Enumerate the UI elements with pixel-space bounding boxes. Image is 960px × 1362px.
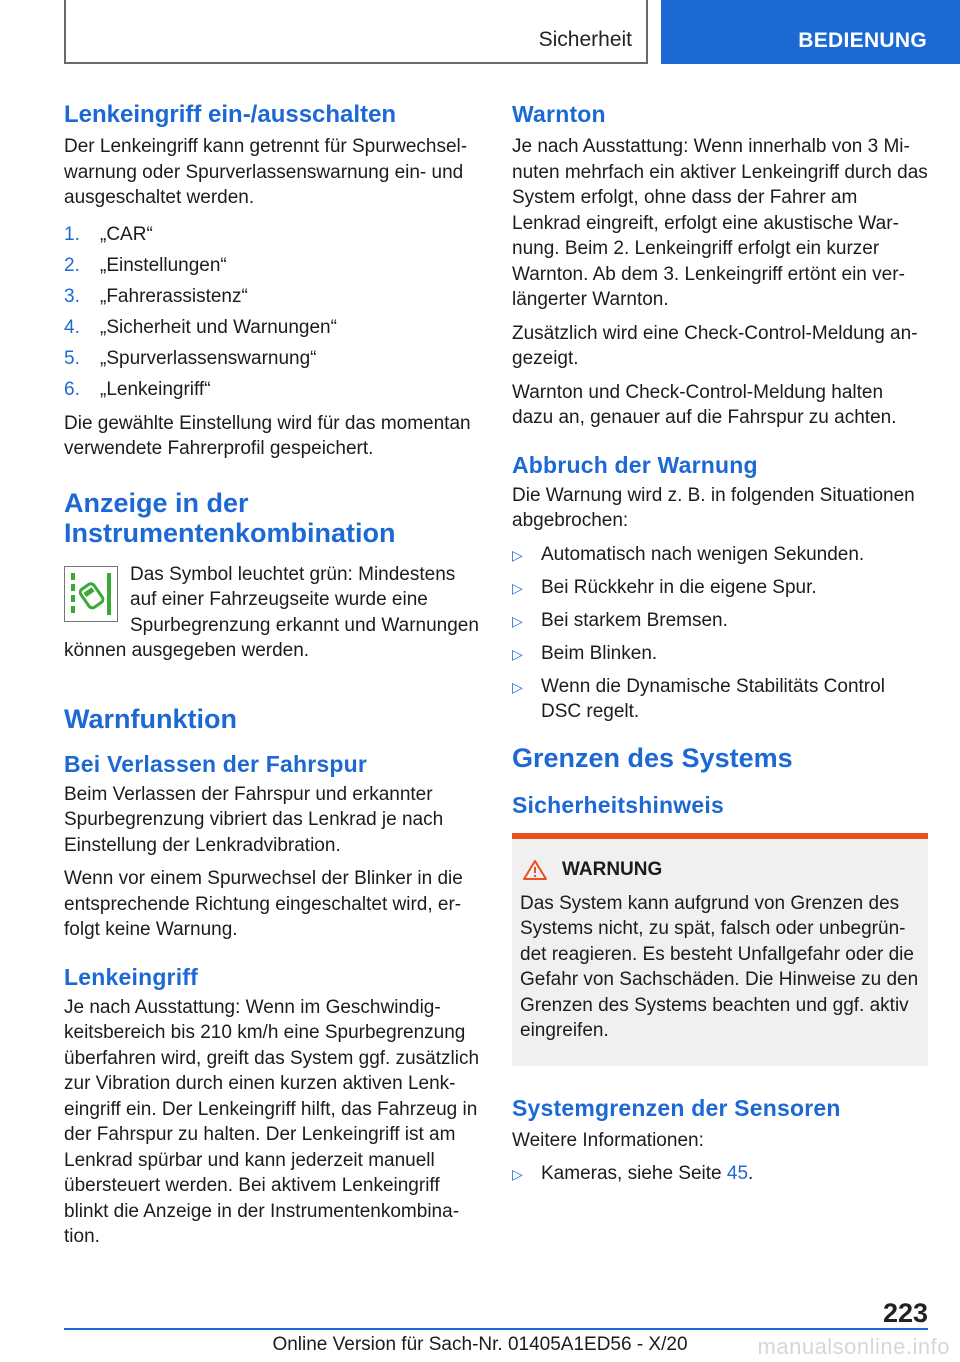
triangle-bullet-icon: ▷ (512, 612, 523, 629)
triangle-bullet-icon: ▷ (512, 645, 523, 662)
paragraph: Beim Verlassen der Fahrspur und erkannter Spurbegrenzung vibriert das Lenkrad je nach Einstellung der Lenkradvibration. (64, 783, 444, 856)
paragraph: Zusätzlich wird eine Check-Control-Meldung angezeigt. (512, 322, 918, 369)
list-item: ▷ Automatisch nach wenigen Sekunden. (512, 542, 928, 569)
paragraph: Der Lenkeingriff kann getrennt für Spurwechselwarnung oder Spurverlassenswarnung ein- und ausgeschaltet werden. (64, 136, 468, 208)
lane-assist-icon (64, 566, 118, 622)
icon-paragraph (64, 562, 480, 674)
header-section-title: Sicherheit (538, 28, 632, 51)
heading-warnfunktion: Warnfunktion (64, 703, 237, 734)
footer-online-version: Online Version für Sach-Nr. 01405A1ED56 - X/20 (272, 1334, 688, 1355)
page-link[interactable]: 45 (726, 1163, 749, 1184)
warning-triangle-icon (522, 859, 548, 881)
heading-lenkeingriff: Lenkeingriff (64, 963, 199, 990)
paragraph: Wenn vor einem Spurwechsel der Blinker in die entsprechende Richtung eingeschaltet wird, erfolgt keine Warnung. (64, 868, 463, 940)
list-item: 2. „Einstellungen“ (64, 254, 227, 276)
triangle-bullet-icon: ▷ (512, 579, 523, 596)
warning-header (520, 859, 920, 881)
triangle-bullet-icon: ▷ (512, 678, 523, 695)
list-item: ▷ Bei Rückkehr in die eigene Spur. (512, 575, 928, 602)
header-section-box (64, 0, 648, 64)
watermark: manualsonline.info (757, 1334, 950, 1359)
heading-lenkeingriff-schalten: Lenkeingriff ein-/ausschalten (64, 101, 397, 128)
right-column (512, 100, 928, 1198)
list-item: 6. „Lenkeingriff“ (64, 378, 211, 400)
paragraph: Warnton und Check-Control-Meldung halten dazu an, genauer auf die Fahrspur zu achten. (512, 381, 897, 428)
warning-text: Das System kann aufgrund von Grenzen des Systems nicht, zu spät, falsch oder unbegründet reagieren. Es besteht Unfallgefahr oder die Gefahr von Sachschäden. Die Hinweise zu den Grenzen des Systems beachten und ggf. aktiv eingreifen. (520, 892, 919, 1041)
header-chapter-tab[interactable] (661, 0, 960, 64)
heading-warnton: Warnton (512, 101, 606, 127)
heading-systemgrenzen: Systemgrenzen der Sensoren (512, 1094, 841, 1121)
paragraph: Weitere Informationen: (512, 1129, 704, 1151)
reference-list (512, 1161, 928, 1188)
paragraph: Je nach Ausstattung: Wenn im Geschwindigkeitsbereich bis 210 km/h eine Spurbegrenzung überfahren wird, greift das System ggf. zusätzlich zur Vibration durch einen kurzen aktiven Lenkeingriff ein. Der Lenkeingriff hilft, das Fahrzeug in der Fahrspur zu halten. Der Lenkeingriff ist am Lenkrad spürbar und kann jederzeit manuell übersteuert werden. Bei aktivem Lenkeingriff blinkt die Anzeige in der Instrumentenkombination. (64, 996, 480, 1247)
list-item: 1. „CAR“ (64, 223, 153, 245)
footer-divider (64, 1328, 928, 1330)
list-item: ▷ Wenn die Dynamische Stabilitäts Control DSC regelt. (512, 674, 928, 725)
heading-grenzen: Grenzen des Systems (512, 742, 793, 773)
list-item: 5. „Spurverlassenswarnung“ (64, 347, 317, 369)
left-column (64, 100, 480, 1258)
list-item: ▷ Beim Blinken. (512, 641, 928, 668)
heading-verlassen-fahrspur: Bei Verlassen der Fahrspur (64, 750, 368, 777)
icon-description: Das Symbol leuchtet grün: Mindestens auf einer Fahrzeugseite wurde eine Spurbegrenzung erkannt und Warnungen können ausgegeben werden. (64, 563, 479, 661)
heading-abbruch: Abbruch der Warnung (512, 451, 758, 478)
list-item: 3. „Fahrerassistenz“ (64, 285, 248, 307)
warning-title: WARNUNG (562, 858, 663, 880)
heading-anzeige: Anzeige in der Instrumentenkombination (64, 487, 396, 548)
list-item: 4. „Sicherheit und Warnungen“ (64, 316, 337, 338)
page-number: 223 (882, 1298, 928, 1328)
paragraph: Je nach Ausstattung: Wenn innerhalb von 3 Minuten mehrfach ein aktiver Lenkeingriff durch das System erfolgt, ohne dass der Fahrer am Lenkrad eingreift, erfolgt eine akustische Warnung. Beim 2. Lenkeingriff erfolgt ein kurzer Warnton. Ab dem 3. Lenkeingriff ertönt ein verlängerter Warnton. (512, 136, 928, 310)
triangle-bullet-icon: ▷ (512, 546, 523, 563)
list-item: ▷ Bei starkem Bremsen. (512, 608, 928, 635)
paragraph: Die Warnung wird z. B. in folgenden Situationen abgebrochen: (512, 484, 915, 531)
header-chapter-label: BEDIENUNG (798, 29, 927, 52)
list-item: ▷ Kameras, siehe Seite 45. (512, 1161, 928, 1188)
heading-sicherheitshinweis: Sicherheitshinweis (512, 791, 724, 818)
warning-box (512, 833, 928, 1066)
steps-list (64, 219, 480, 405)
bullet-list (512, 542, 928, 725)
triangle-bullet-icon: ▷ (512, 1166, 523, 1182)
paragraph: Die gewählte Einstellung wird für das momentan verwendete Fahrerprofil gespeichert. (64, 412, 471, 459)
